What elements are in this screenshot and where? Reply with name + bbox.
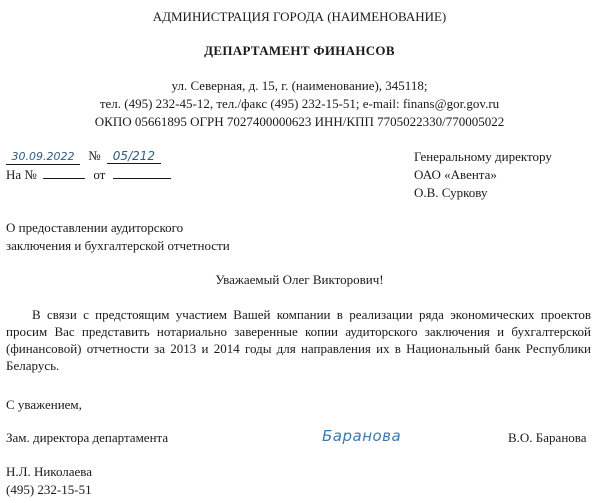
greeting: Уважаемый Олег Викторович! xyxy=(215,272,384,287)
department-title: ДЕПАРТАМЕНТ ФИНАНСОВ xyxy=(204,43,395,58)
subject-line-2: заключения и бухгалтерской отчетности xyxy=(6,238,230,253)
body-paragraph: В связи с предстоящим участием Вашей компании в реализации ряда экономических проектов просим Вас представить нотариально заверенные копии аудиторского заключения и бухгалтерской (финансовой) отчетности за 2013 и 2014 годы для направления их в Национальный банк Республики Беларусь. xyxy=(6,307,591,373)
codes-line: ОКПО 05661895 ОГРН 7027400000623 ИНН/КПП 7705022330/770005022 xyxy=(94,114,505,129)
administration-title: АДМИНИСТРАЦИЯ ГОРОДА (НАИМЕНОВАНИЕ) xyxy=(152,9,447,24)
recipient-position: Генеральному директору xyxy=(414,149,552,164)
incoming-prefix: На № xyxy=(6,167,37,182)
recipient-name: О.В. Суркову xyxy=(414,185,488,200)
number-sign: № xyxy=(88,148,101,163)
signatory-name: В.О. Баранова xyxy=(508,430,587,445)
subject-line-1: О предоставлении аудиторского xyxy=(6,220,184,235)
executor-phone: (495) 232-15-51 xyxy=(6,482,92,497)
contacts-line: тел. (495) 232-45-12, тел./факс (495) 232-15-51; e-mail: finans@gor.gov.ru xyxy=(99,96,500,111)
closing: С уважением, xyxy=(6,397,82,412)
incoming-date-blank xyxy=(113,166,171,179)
outgoing-number: 05/212 xyxy=(107,149,161,164)
address-line: ул. Северная, д. 15, г. (наименование), 345118; xyxy=(171,78,428,93)
incoming-from-word: от xyxy=(93,167,106,182)
incoming-reference xyxy=(6,166,171,183)
outgoing-reference xyxy=(6,148,161,165)
outgoing-date: 30.09.2022 xyxy=(6,150,80,165)
signatory-position: Зам. директора департамента xyxy=(6,430,169,445)
handwritten-signature: Баранова xyxy=(322,427,402,445)
executor-name: Н.Л. Николаева xyxy=(6,464,93,479)
incoming-number-blank xyxy=(43,166,85,179)
recipient-company: ОАО «Авента» xyxy=(414,167,497,182)
